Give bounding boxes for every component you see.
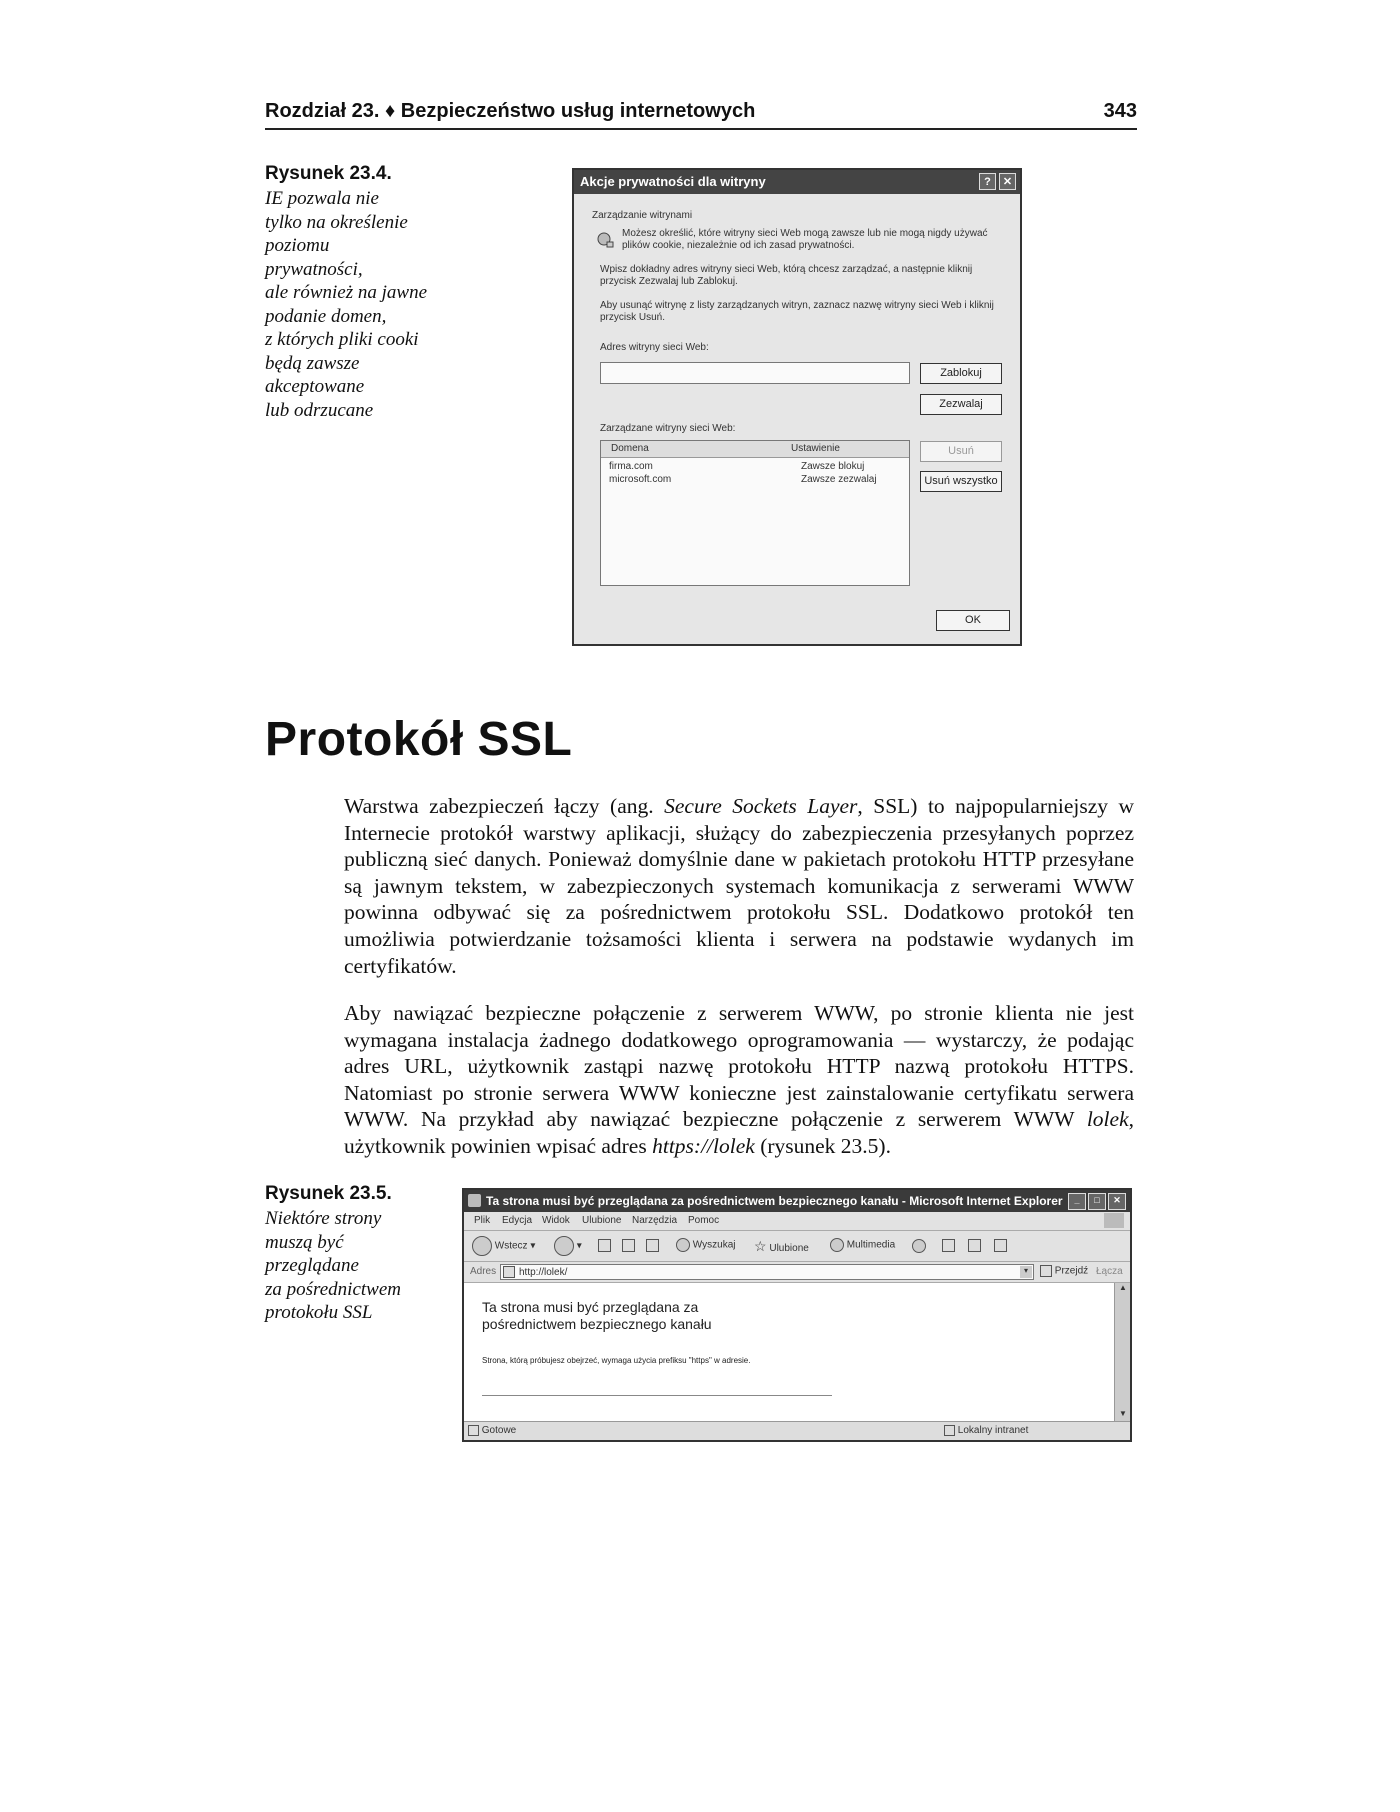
- list-header: [601, 441, 909, 458]
- address-value: http://lolek/: [519, 1267, 568, 1278]
- running-header: [265, 98, 1137, 130]
- favorites-label: Ulubione: [769, 1243, 809, 1254]
- privacy-dialog: [572, 168, 1022, 646]
- menu-bar: [464, 1212, 1130, 1231]
- print-icon[interactable]: [968, 1239, 981, 1252]
- address-label: Adres: [470, 1266, 497, 1277]
- column-header-domain[interactable]: Domena: [611, 443, 649, 454]
- allow-button[interactable]: Zezwalaj: [920, 394, 1002, 415]
- caption-line: muszą być: [265, 1231, 344, 1253]
- row-domain: firma.com: [609, 461, 653, 472]
- minimize-icon[interactable]: _: [1068, 1193, 1086, 1210]
- caption-line: z których pliki cooki: [265, 329, 419, 350]
- forward-button[interactable]: ▾: [554, 1236, 582, 1256]
- links-label[interactable]: Łącza: [1096, 1266, 1123, 1277]
- caption-line: podanie domen,: [265, 305, 387, 327]
- section-title: Protokół SSL: [265, 713, 573, 766]
- caption-line: będą zawsze: [265, 352, 360, 374]
- address-input[interactable]: [500, 1264, 1034, 1280]
- content-heading: Ta strona musi być przeglądana za pośrednictwem bezpiecznego kanału: [482, 1299, 712, 1332]
- refresh-icon[interactable]: [622, 1239, 635, 1252]
- caption-line: przeglądane: [265, 1255, 359, 1276]
- row-setting: Zawsze blokuj: [801, 461, 865, 472]
- page-number: 343: [1103, 100, 1137, 122]
- figure-caption-text: [265, 1207, 445, 1325]
- mail-icon[interactable]: [942, 1239, 955, 1252]
- menu-view[interactable]: Widok: [542, 1215, 570, 1226]
- search-icon: [676, 1238, 690, 1252]
- figure-caption-2: [265, 1183, 445, 1325]
- caption-line: lub odrzucane: [265, 399, 374, 421]
- media-button[interactable]: [830, 1238, 895, 1252]
- maximize-icon[interactable]: □: [1088, 1193, 1106, 1210]
- address-label: Adres witryny sieci Web:: [600, 342, 709, 353]
- status-text: Gotowe: [481, 1425, 517, 1437]
- back-arrow-icon: [472, 1236, 492, 1256]
- row-setting: Zawsze zezwalaj: [801, 474, 877, 485]
- content-divider: [482, 1395, 832, 1396]
- home-icon[interactable]: [646, 1239, 659, 1252]
- group-label: Zarządzanie witrynami: [592, 210, 693, 221]
- figure-caption-1: [265, 163, 475, 422]
- intro-text: Możesz określić, które witryny sieci Web mogą zawsze lub nie mogą nigdy używać plików cookie, niezależnie od ich zasad prywatności.: [622, 228, 988, 251]
- text-run-italic: https://lolek: [652, 1133, 755, 1158]
- back-button[interactable]: Wstecz ▾: [472, 1236, 535, 1256]
- figure-caption-text: [265, 187, 475, 422]
- scroll-up-icon[interactable]: ▲: [1119, 1283, 1127, 1292]
- figure-label: Rysunek 23.5.: [265, 1183, 392, 1204]
- caption-line: IE pozwala nie: [265, 188, 379, 209]
- status-bar: [464, 1421, 1130, 1441]
- text-run-italic: lolek: [1086, 1107, 1129, 1132]
- instructions-1: Wpisz dokładny adres witryny sieci Web, którą chcesz zarządzać, a następnie kliknij przycisk Zezwalaj lub Zablokuj.: [600, 264, 973, 287]
- text-run: Warstwa zabezpieczeń łączy (ang.: [344, 794, 665, 818]
- browser-title: Ta strona musi być przeglądana za pośrednictwem bezpiecznego kanału - Microsoft Internet Explorer: [486, 1194, 1063, 1208]
- website-address-input[interactable]: [600, 362, 910, 384]
- page-content: [464, 1283, 1114, 1421]
- media-label: Multimedia: [846, 1239, 896, 1251]
- status-left: [468, 1425, 516, 1436]
- status-right: [944, 1425, 1028, 1436]
- caption-line: Niektóre strony: [265, 1208, 382, 1229]
- content-body: Strona, którą próbujesz obejrzeć, wymaga użycia prefiksu "https" w adresie.: [482, 1356, 751, 1365]
- menu-edit[interactable]: Edycja: [502, 1215, 533, 1226]
- caption-line: ale również na jawne: [265, 282, 428, 303]
- text-run-italic: Secure Sockets Layer: [664, 794, 858, 818]
- search-button[interactable]: [676, 1238, 735, 1252]
- forward-arrow-icon: [554, 1236, 574, 1256]
- paragraph-1: [344, 793, 1134, 979]
- address-bar: [464, 1262, 1130, 1283]
- page-done-icon: [468, 1425, 479, 1436]
- menu-tools[interactable]: Narzędzia: [632, 1215, 678, 1226]
- managed-sites-list[interactable]: [600, 440, 910, 586]
- help-icon[interactable]: ?: [979, 173, 996, 190]
- browser-window: [462, 1188, 1132, 1442]
- menu-help[interactable]: Pomoc: [688, 1215, 720, 1226]
- managed-sites-label: Zarządzane witryny sieci Web:: [600, 423, 736, 434]
- caption-line: akceptowane: [265, 376, 365, 397]
- text-run: , SSL) to najpopularniejszy w Internecie protokół warstwy aplikacji, służący do zabezpieczenia przesyłanych poprzez publiczną sieć danych. Ponieważ domyślnie dane w pakietach protokołu HTTP przesyłane są jawnym tekstem, w zabezpieczonych systemach komunikacja z serwerami WWW powinna odbywać się za pośrednictwem protokołu SSL. Dodatkowo protokół ten umożliwia potwierdzanie tożsamości klienta i serwera na podstawie wydanych im certyfikatów.: [344, 794, 1134, 978]
- table-row[interactable]: [601, 461, 909, 474]
- edit-icon[interactable]: [994, 1239, 1007, 1252]
- instructions-2: Aby usunąć witrynę z listy zarządzanych witryn, zaznacz nazwę witryny sieci Web i kliknij przycisk Usuń.: [600, 300, 994, 323]
- row-domain: microsoft.com: [609, 474, 672, 485]
- intranet-icon: [944, 1425, 955, 1436]
- table-row[interactable]: [601, 474, 909, 487]
- dialog-titlebar: [574, 170, 1020, 194]
- chapter-title: Rozdział 23. ♦ Bezpieczeństwo usług internetowych: [265, 100, 756, 122]
- text-run: (rysunek 23.5).: [754, 1133, 891, 1158]
- search-label: Wyszukaj: [692, 1239, 736, 1251]
- scroll-down-icon[interactable]: ▼: [1119, 1409, 1127, 1418]
- stop-icon[interactable]: [598, 1239, 611, 1252]
- vertical-scrollbar[interactable]: [1114, 1283, 1131, 1421]
- favorites-button[interactable]: [754, 1238, 809, 1255]
- caption-line: za pośrednictwem: [265, 1278, 401, 1300]
- figure-label: Rysunek 23.4.: [265, 163, 392, 184]
- menu-favorites[interactable]: Ulubione: [582, 1215, 622, 1226]
- globe-icon: [596, 230, 616, 248]
- media-icon: [830, 1238, 844, 1252]
- zone-text: Lokalny intranet: [957, 1425, 1029, 1437]
- close-icon[interactable]: ✕: [999, 173, 1016, 190]
- column-header-setting[interactable]: Ustawienie: [791, 443, 840, 454]
- caption-line: poziomu: [265, 235, 330, 256]
- dropdown-arrow-icon[interactable]: ▾: [1020, 1266, 1032, 1278]
- history-icon[interactable]: [912, 1239, 926, 1253]
- close-icon[interactable]: ✕: [1108, 1193, 1126, 1210]
- back-label: Wstecz: [494, 1240, 528, 1252]
- go-arrow-icon: [1040, 1265, 1052, 1277]
- remove-button[interactable]: Usuń: [920, 441, 1002, 462]
- block-button[interactable]: Zablokuj: [920, 363, 1002, 384]
- windows-flag-icon: [1104, 1213, 1124, 1228]
- browser-titlebar: [464, 1190, 1130, 1212]
- star-icon: ☆: [754, 1238, 767, 1254]
- page-icon: [503, 1266, 515, 1278]
- text-run: , użytkownik powinien wpisać adres: [344, 1107, 1134, 1158]
- menu-file[interactable]: Plik: [474, 1215, 491, 1226]
- caption-line: protokołu SSL: [265, 1302, 373, 1323]
- text-run: Aby nawiązać bezpieczne połączenie z serwerem WWW, po stronie klienta nie jest wymagana instalacja żadnego dodatkowego oprogramowania — wystarczy, że podając adres URL, użytkownik zastąpi nazwę protokołu HTTP nazwą protokołu HTTPS. Natomiast po stronie serwera WWW konieczne jest zainstalowanie certyfikatu serwera WWW. Na przykład aby nawiązać bezpieczne połączenie z serwerem WWW: [344, 1001, 1134, 1132]
- dialog-title: Akcje prywatności dla witryny: [580, 174, 766, 189]
- toolbar: [464, 1231, 1130, 1262]
- remove-all-button[interactable]: Usuń wszystko: [920, 471, 1002, 492]
- go-button[interactable]: [1040, 1265, 1088, 1277]
- caption-line: prywatności,: [265, 258, 363, 280]
- go-label: Przejdź: [1054, 1265, 1089, 1277]
- caption-line: tylko na określenie: [265, 211, 408, 233]
- paragraph-2: [344, 1000, 1134, 1160]
- ie-logo-icon: [468, 1194, 481, 1207]
- ok-button[interactable]: OK: [936, 610, 1010, 631]
